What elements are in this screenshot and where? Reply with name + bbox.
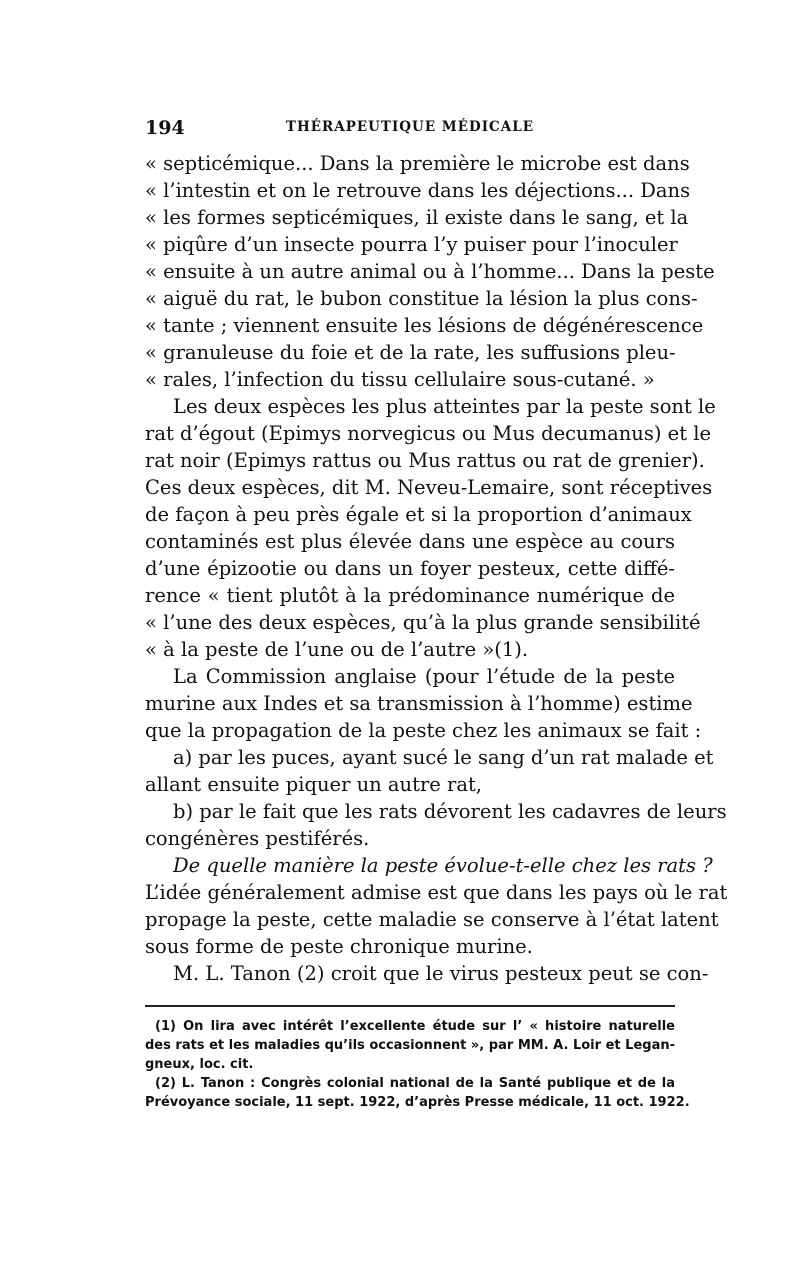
footnote-line: Prévoyance sociale, 11 sept. 1922, d’après Presse médicale, 11 oct. 1922. (145, 1095, 690, 1110)
text-line: « septicémique... Dans la première le microbe est dans (145, 152, 690, 175)
text-line: « l’intestin et on le retrouve dans les déjections... Dans (145, 179, 691, 202)
text-line: « aiguë du rat, le bubon constitue la lésion la plus cons- (145, 287, 698, 310)
footnote-line: (1) On lira avec intérêt l’excellente étude sur l’ « histoire naturelle (155, 1019, 675, 1034)
text-line: Ces deux espèces, dit M. Neveu-Lemaire, sont réceptives (145, 476, 713, 499)
text-line: M. L. Tanon (2) croit que le virus pesteux peut se con- (173, 962, 709, 985)
text-line: rence « tient plutôt à la prédominance numérique de (145, 584, 675, 607)
text-line: rat noir (Epimys rattus ou Mus rattus ou rat de grenier). (145, 449, 705, 472)
text-line: « tante ; viennent ensuite les lésions de dégénérescence (145, 314, 704, 337)
page-number: 194 (145, 117, 185, 139)
text-line: congénères pestiférés. (145, 827, 370, 850)
text-line: « ensuite à un autre animal ou à l’homme... Dans la peste (145, 260, 715, 283)
text-line: murine aux Indes et sa transmission à l’homme) estime (145, 692, 693, 715)
text-line: sous forme de peste chronique murine. (145, 935, 533, 958)
text-line: propage la peste, cette maladie se conserve à l’état latent (145, 908, 719, 931)
text-line: « rales, l’infection du tissu cellulaire sous-cutané. » (145, 368, 655, 391)
text-line: « granuleuse du foie et de la rate, les suffusions pleu- (145, 341, 676, 364)
text-line: De quelle manière la peste évolue-t-elle chez les rats ? (173, 854, 713, 877)
text-line: Les deux espèces les plus atteintes par la peste sont le (173, 395, 716, 418)
text-line: « les formes septicémiques, il existe dans le sang, et la (145, 206, 689, 229)
text-line: « l’une des deux espèces, qu’à la plus grande sensibilité (145, 611, 701, 634)
text-line: contaminés est plus élevée dans une espèce au cours (145, 530, 675, 553)
text-line: rat d’égout (Epimys norvegicus ou Mus decumanus) et le (145, 422, 712, 445)
text-line: de façon à peu près égale et si la proportion d’animaux (145, 503, 692, 526)
text-line: L’idée généralement admise est que dans les pays où le rat (145, 881, 728, 904)
text-line: « à la peste de l’une ou de l’autre »(1). (145, 638, 529, 661)
text-line: La Commission anglaise (pour l’étude de la peste (173, 665, 675, 688)
text-line: allant ensuite piquer un autre rat, (145, 773, 482, 796)
footnote-line: des rats et les maladies qu’ils occasionnent », par MM. A. Loir et Legan- (145, 1038, 675, 1053)
footnote-rule (145, 1005, 675, 1007)
footnote-line: (2) L. Tanon : Congrès colonial national de la Santé publique et de la (155, 1076, 675, 1091)
footnotes (145, 1017, 690, 1112)
text-line: a) par les puces, ayant sucé le sang d’un rat malade et (173, 746, 714, 769)
body-text (145, 150, 728, 987)
text-line: que la propagation de la peste chez les animaux se fait : (145, 719, 702, 742)
text-line: d’une épizootie ou dans un foyer pesteux, cette diffé- (145, 557, 675, 580)
page-header (145, 117, 675, 139)
text-line: « piqûre d’un insecte pourra l’y puiser pour l’inoculer (145, 233, 678, 256)
footnote-line: gneux, loc. cit. (145, 1057, 254, 1072)
text-line: b) par le fait que les rats dévorent les cadavres de leurs (173, 800, 727, 823)
running-title: THÉRAPEUTIQUE MÉDICALE (285, 119, 535, 135)
